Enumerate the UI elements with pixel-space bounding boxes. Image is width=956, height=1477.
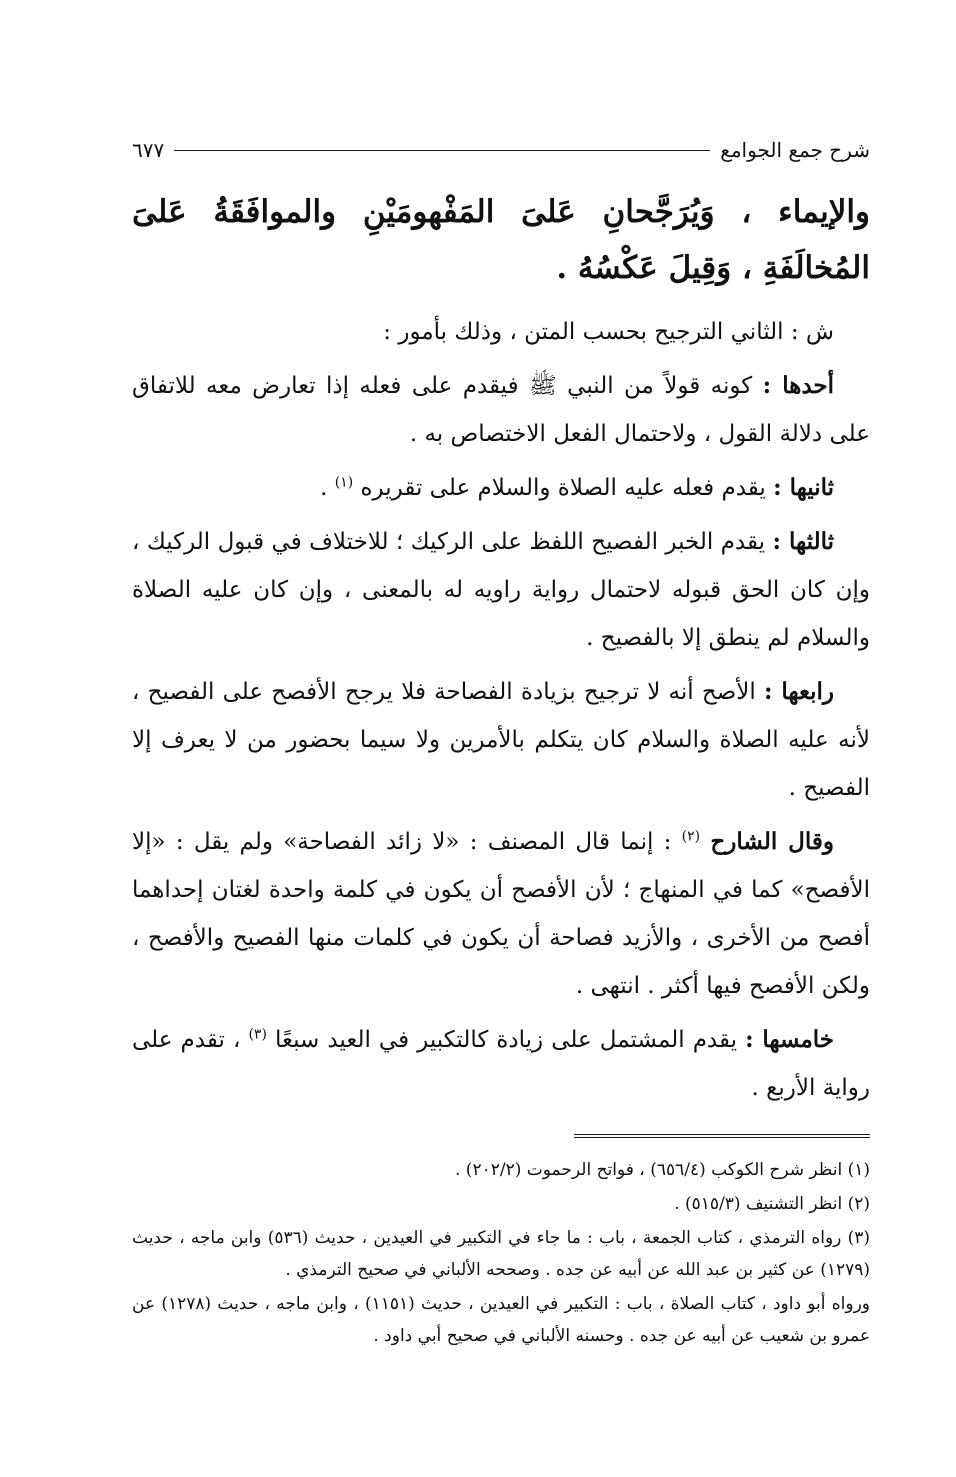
paragraph-text: يقدم المشتمل على زيادة كالتكبير في العيد سبعًا (274, 1027, 738, 1053)
sharh-paragraph-4 (132, 668, 870, 812)
paragraph-text: يقدم فعله عليه الصلاة والسلام على تقريره (360, 475, 766, 501)
page-number: ٦٧٧ (132, 138, 165, 162)
paragraph-text: الأصح أنه لا ترجيح بزيادة الفصاحة فلا يرجح الأفصح على الفصيح ، لأنه عليه الصلاة والسلام كان يتكلم بالأمرين ولا سيما بحضور من لا يعرف إلا الفصيح . (132, 679, 870, 801)
paragraph-end: ، تقدم على رواية الأربع . (132, 1027, 870, 1101)
footnotes (132, 1154, 870, 1352)
footnote-separator (574, 1134, 870, 1138)
footnote-3-continuation: ورواه أبو داود ، كتاب الصلاة ، باب : التكبير في العيدين ، حديث (١١٥١) ، وابن ماجه ، حديث (١٢٧٨) عن عمرو بن شعيب عن أبيه عن جده . وحسنه الألباني في صحيح أبي داود . (132, 1294, 871, 1346)
footnote-3: (٣) رواه الترمذي ، كتاب الجمعة ، باب : ما جاء في التكبير في العيدين ، حديث (٥٣٦) وابن ماجه ، حديث (١٢٧٩) عن كثير بن عبد الله عن أبيه عن جده . وصححه الألباني في صحيح الترمذي . (132, 1228, 871, 1280)
sharh-paragraph-2 (132, 464, 870, 512)
footnote-ref-1[interactable]: (١) (334, 474, 354, 491)
paragraph-lead: ثانيها : (773, 474, 834, 501)
sharh-paragraph-6 (132, 1016, 870, 1112)
paragraph-lead: وقال الشارح (710, 828, 834, 855)
paragraph-text: كونه قولاً من النبي ﷺ فيقدم على فعله إذا تعارض معه للاتفاق على دلالة القول ، ولاحتمال الفعل الاختصاص به . (132, 373, 870, 447)
sharh-paragraph-1 (132, 362, 870, 458)
book-page (132, 130, 870, 1352)
running-header (132, 130, 870, 170)
book-title: شرح جمع الجوامع (720, 138, 870, 162)
paragraph-lead: خامسها : (745, 1026, 835, 1053)
paragraph-end: . (320, 475, 328, 501)
sharh-intro: ش : الثاني الترجيح بحسب المتن ، وذلك بأمور : (383, 319, 834, 345)
paragraph-lead: أحدها : (762, 372, 835, 399)
sharh-paragraph-5 (132, 818, 870, 1010)
sharh-paragraph-3 (132, 518, 870, 662)
footnote-ref-2[interactable]: (٢) (681, 828, 701, 845)
sharh-section (132, 308, 870, 1112)
header-rule (174, 150, 710, 151)
paragraph-text: يقدم الخبر الفصيح اللفظ على الركيك ؛ للاختلاف في قبول الركيك ، وإن كان الحق قبوله لاحتمال رواية راويه له بالمعنى ، وإن كان عليه الصلاة والسلام لم ينطق إلا بالفصيح . (132, 529, 870, 651)
matn-text: والإيماء ، وَيُرَجَّحانِ عَلىَ المَفْهومَيْنِ والموافَقَةُ عَلىَ المُخالَفَةِ ، وَقِيلَ عَكْسُهُ . (132, 194, 870, 286)
paragraph-text: : إنما قال المصنف : «لا زائد الفصاحة» ولم يقل : «إلا الأفصح» كما في المنهاج ؛ لأن الأفصح أن يكون في كلمة واحدة لغتان إحداهما أفصح من الأخرى ، والأزيد فصاحة أن يكون في كلمات منها الفصيح والأفصح ، ولكن الأفصح فيها أكثر . انتهى . (132, 829, 870, 999)
footnote-2: (٢) انظر التشنيف (٥١٥/٣) . (674, 1194, 870, 1214)
footnote-ref-3[interactable]: (٣) (248, 1026, 267, 1043)
footnote-1: (١) انظر شرح الكوكب (٦٥٦/٤) ، فواتح الرحموت (٢٠٢/٢) . (455, 1160, 870, 1180)
paragraph-lead: رابعها : (763, 678, 834, 705)
paragraph-lead: ثالثها : (772, 528, 834, 555)
